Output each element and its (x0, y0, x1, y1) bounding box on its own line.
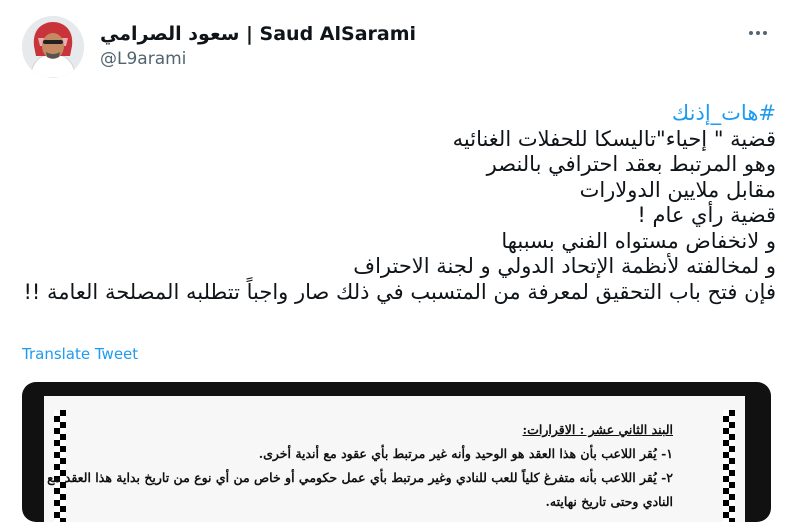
tweet-text (16, 101, 776, 305)
border-pattern-right (723, 410, 735, 522)
hashtag-link[interactable]: #هات_إذنك (671, 101, 776, 125)
tweet-line: و لمخالفته لأنظمة الإتحاد الدولي و لجنة الاحتراف (353, 254, 776, 278)
author-name-row[interactable] (100, 20, 416, 48)
author-display-name[interactable]: سعود الصرامي | Saud AlSarami (100, 23, 417, 45)
tweet-line: و لانخفاض مستواه الفني بسببها (501, 228, 776, 253)
tweet-line: قضية " إحياء"تاليسكا للحفلات الغنائيه (452, 126, 776, 151)
avatar-image (22, 16, 84, 78)
more-horizontal-icon[interactable] (744, 22, 772, 44)
document-text (33, 418, 673, 514)
document-title: البند الثاني عشر : الاقرارات: (522, 422, 673, 437)
translate-tweet-link[interactable]: Translate Tweet (22, 345, 139, 363)
tweet-media-image[interactable] (22, 382, 771, 522)
document-item: ٢- يُقر اللاعب بأنه متفرغ كلياً للعب للنادي وغير مرتبط بأي عمل حكومي أو خاص من أي نوع من تاريخ بداية هذا العقد مع النادي وحتى تاريخ نهايته. (47, 470, 673, 509)
document-page (44, 396, 745, 522)
author-handle[interactable]: @L9arami (100, 49, 187, 69)
tweet-line: قضية رأي عام ! (637, 203, 776, 227)
tweet-line: وهو المرتبط بعقد احترافي بالنصر (486, 152, 776, 176)
tweet-line: مقابل ملايين الدولارات (579, 177, 776, 202)
author-avatar[interactable] (22, 16, 84, 78)
tweet-line: فإن فتح باب التحقيق لمعرفة من المتسبب في ذلك صار واجباً تتطلبه المصلحة العامة !! (23, 279, 776, 304)
document-item: ١- يُقر اللاعب بأن هذا العقد هو الوحيد وأنه غير مرتبط بأي عقود مع أندية أخرى. (258, 446, 673, 461)
